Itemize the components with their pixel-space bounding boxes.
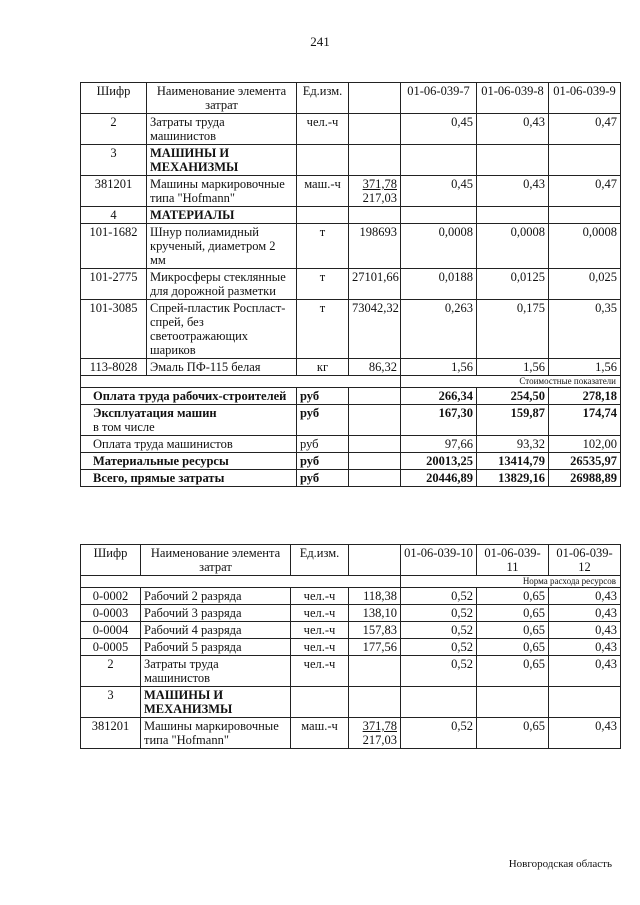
summary-row [81, 470, 621, 487]
price-value: 27101,66 [352, 270, 399, 284]
row-value: 0,52 [401, 639, 477, 656]
column-header: Наименование элемента затрат [141, 545, 291, 576]
row-unit: т [297, 224, 349, 269]
summary-row [81, 436, 621, 453]
summary-spacer [349, 453, 401, 470]
table-row [81, 114, 621, 145]
row-name: Затраты труда машинистов [147, 114, 297, 145]
summary-name-text: Эксплуатация машин [93, 406, 217, 420]
column-header: 01-06-039-11 [477, 545, 549, 576]
resource-table-2 [80, 544, 621, 749]
summary-unit: руб [297, 453, 349, 470]
row-code: 0-0003 [81, 605, 141, 622]
header-row [81, 83, 621, 114]
summary-value: 20446,89 [401, 470, 477, 487]
row-value [549, 687, 621, 718]
summary-row [81, 388, 621, 405]
summary-name [81, 453, 297, 470]
summary-name [81, 436, 297, 453]
row-value: 0,65 [477, 718, 549, 749]
row-code: 3 [81, 687, 141, 718]
table-row [81, 656, 621, 687]
summary-spacer [349, 388, 401, 405]
row-value: 1,56 [549, 359, 621, 376]
table-row [81, 622, 621, 639]
row-unit [297, 145, 349, 176]
row-value: 0,0008 [401, 224, 477, 269]
row-unit: т [297, 269, 349, 300]
price-machinist: 217,03 [362, 733, 397, 747]
row-unit: чел.-ч [291, 639, 349, 656]
row-value [401, 687, 477, 718]
row-value: 0,0008 [549, 224, 621, 269]
price-value: 86,32 [368, 360, 397, 374]
row-value [477, 145, 549, 176]
summary-unit: руб [297, 388, 349, 405]
summary-name-note: в том числе [93, 420, 155, 434]
row-value: 0,43 [549, 656, 621, 687]
row-unit: чел.-ч [291, 588, 349, 605]
row-code: 381201 [81, 176, 147, 207]
row-price [349, 145, 401, 176]
summary-spacer [349, 436, 401, 453]
row-unit: чел.-ч [291, 656, 349, 687]
summary-name-text: Оплата труда рабочих-строителей [93, 389, 287, 403]
column-header: Наименование элемента затрат [147, 83, 297, 114]
row-value [401, 207, 477, 224]
summary-value: 174,74 [549, 405, 621, 436]
table-row [81, 176, 621, 207]
row-price [349, 114, 401, 145]
summary-value: 278,18 [549, 388, 621, 405]
summary-value: 13414,79 [477, 453, 549, 470]
row-name: Шнур полиамидный крученый, диаметром 2 мм [147, 224, 297, 269]
row-value: 0,0008 [477, 224, 549, 269]
table-row [81, 605, 621, 622]
column-header: 01-06-039-12 [549, 545, 621, 576]
row-value: 0,65 [477, 656, 549, 687]
summary-value: 20013,25 [401, 453, 477, 470]
row-value: 1,56 [477, 359, 549, 376]
row-price [349, 359, 401, 376]
norm-caption: Норма расхода ресурсов [401, 576, 621, 588]
row-code: 4 [81, 207, 147, 224]
price-value: 198693 [359, 225, 397, 239]
price-machinist: 217,03 [362, 191, 397, 205]
footer-region: Новгородская область [508, 858, 612, 870]
row-name: Рабочий 2 разряда [141, 588, 291, 605]
row-price [349, 656, 401, 687]
summary-spacer [349, 470, 401, 487]
caption-spacer [81, 576, 401, 588]
row-value: 0,43 [549, 588, 621, 605]
table-row [81, 145, 621, 176]
row-price [349, 622, 401, 639]
summary-value: 26988,89 [549, 470, 621, 487]
header-row [81, 545, 621, 576]
column-header: Ед.изм. [291, 545, 349, 576]
row-value: 0,47 [549, 114, 621, 145]
price-value: 73042,32 [352, 301, 399, 315]
row-value: 0,263 [401, 300, 477, 359]
column-header: 01-06-039-7 [401, 83, 477, 114]
cost-caption: Стоимостные показатели [401, 376, 621, 388]
row-value: 0,43 [549, 718, 621, 749]
row-unit [297, 207, 349, 224]
summary-value: 97,66 [401, 436, 477, 453]
row-code: 101-1682 [81, 224, 147, 269]
table-row [81, 639, 621, 656]
row-value: 0,52 [401, 605, 477, 622]
summary-unit: руб [297, 436, 349, 453]
row-value: 0,43 [549, 639, 621, 656]
row-value: 0,025 [549, 269, 621, 300]
summary-name [81, 405, 297, 436]
row-code: 101-3085 [81, 300, 147, 359]
row-name: Машины маркировочные типа "Hofmann" [147, 176, 297, 207]
row-price [349, 687, 401, 718]
summary-unit: руб [297, 405, 349, 436]
row-name: Микросферы стеклянные для дорожной разметки [147, 269, 297, 300]
summary-name-text: Оплата труда машинистов [93, 437, 233, 451]
row-value [549, 145, 621, 176]
row-name: МАТЕРИАЛЫ [147, 207, 297, 224]
row-unit [291, 687, 349, 718]
price-value: 371,78 [362, 177, 397, 191]
row-name: МАШИНЫ И МЕХАНИЗМЫ [141, 687, 291, 718]
row-value [477, 687, 549, 718]
row-value: 0,52 [401, 588, 477, 605]
row-price [349, 588, 401, 605]
summary-row [81, 405, 621, 436]
table-row [81, 588, 621, 605]
summary-value: 254,50 [477, 388, 549, 405]
column-header: 01-06-039-9 [549, 83, 621, 114]
row-value [477, 207, 549, 224]
row-value: 0,0125 [477, 269, 549, 300]
column-header: Шифр [81, 545, 141, 576]
price-value: 118,38 [363, 589, 397, 603]
row-value: 0,52 [401, 656, 477, 687]
summary-spacer [349, 405, 401, 436]
row-name: Затраты труда машинистов [141, 656, 291, 687]
column-header [349, 545, 401, 576]
row-value: 0,65 [477, 588, 549, 605]
row-value: 0,43 [477, 176, 549, 207]
summary-value: 159,87 [477, 405, 549, 436]
row-name: Рабочий 5 разряда [141, 639, 291, 656]
summary-value: 167,30 [401, 405, 477, 436]
summary-value: 13829,16 [477, 470, 549, 487]
table-row [81, 359, 621, 376]
price-value: 138,10 [362, 606, 397, 620]
row-price [349, 300, 401, 359]
row-price [349, 269, 401, 300]
summary-name [81, 388, 297, 405]
column-header: 01-06-039-8 [477, 83, 549, 114]
row-code: 2 [81, 656, 141, 687]
row-value: 0,65 [477, 622, 549, 639]
row-code: 0-0002 [81, 588, 141, 605]
table-row [81, 718, 621, 749]
row-unit: чел.-ч [291, 605, 349, 622]
price-value: 371,78 [362, 719, 397, 733]
row-price [349, 605, 401, 622]
summary-name [81, 470, 297, 487]
row-value: 0,52 [401, 622, 477, 639]
table-row [81, 300, 621, 359]
row-price [349, 718, 401, 749]
summary-name-text: Всего, прямые затраты [93, 471, 225, 485]
row-price [349, 224, 401, 269]
row-value: 0,35 [549, 300, 621, 359]
row-code: 101-2775 [81, 269, 147, 300]
row-value: 0,47 [549, 176, 621, 207]
row-code: 0-0005 [81, 639, 141, 656]
column-header [349, 83, 401, 114]
row-value [549, 207, 621, 224]
norm-caption-row [81, 576, 621, 588]
row-unit: кг [297, 359, 349, 376]
row-value: 1,56 [401, 359, 477, 376]
summary-value: 93,32 [477, 436, 549, 453]
row-value: 0,43 [549, 622, 621, 639]
row-value: 0,45 [401, 114, 477, 145]
row-value: 0,65 [477, 639, 549, 656]
row-code: 0-0004 [81, 622, 141, 639]
row-unit: чел.-ч [297, 114, 349, 145]
row-name: Машины маркировочные типа "Hofmann" [141, 718, 291, 749]
column-header: Шифр [81, 83, 147, 114]
row-name: Рабочий 4 разряда [141, 622, 291, 639]
summary-value: 266,34 [401, 388, 477, 405]
table-row [81, 687, 621, 718]
row-price [349, 176, 401, 207]
row-value: 0,52 [401, 718, 477, 749]
row-unit: чел.-ч [291, 622, 349, 639]
summary-value: 26535,97 [549, 453, 621, 470]
row-code: 381201 [81, 718, 141, 749]
price-value: 177,56 [362, 640, 397, 654]
row-value: 0,43 [549, 605, 621, 622]
summary-value: 102,00 [549, 436, 621, 453]
table-row [81, 269, 621, 300]
row-unit: т [297, 300, 349, 359]
table-row [81, 207, 621, 224]
cost-caption-row [81, 376, 621, 388]
row-price [349, 639, 401, 656]
resource-table-1 [80, 82, 621, 487]
row-value [401, 145, 477, 176]
row-code: 2 [81, 114, 147, 145]
row-value: 0,175 [477, 300, 549, 359]
price-value: 157,83 [362, 623, 397, 637]
caption-spacer [81, 376, 401, 388]
column-header: Ед.изм. [297, 83, 349, 114]
row-unit: маш.-ч [297, 176, 349, 207]
row-price [349, 207, 401, 224]
row-code: 3 [81, 145, 147, 176]
row-value: 0,45 [401, 176, 477, 207]
summary-name-text: Материальные ресурсы [93, 454, 229, 468]
row-value: 0,65 [477, 605, 549, 622]
summary-row [81, 453, 621, 470]
page-number: 241 [310, 34, 330, 49]
row-name: Спрей-пластик Роспласт-спрей, без светоотражающих шариков [147, 300, 297, 359]
row-name: МАШИНЫ И МЕХАНИЗМЫ [147, 145, 297, 176]
row-code: 113-8028 [81, 359, 147, 376]
column-header: 01-06-039-10 [401, 545, 477, 576]
table-row [81, 224, 621, 269]
row-unit: маш.-ч [291, 718, 349, 749]
row-value: 0,43 [477, 114, 549, 145]
row-value: 0,0188 [401, 269, 477, 300]
summary-unit: руб [297, 470, 349, 487]
row-name: Рабочий 3 разряда [141, 605, 291, 622]
row-name: Эмаль ПФ-115 белая [147, 359, 297, 376]
